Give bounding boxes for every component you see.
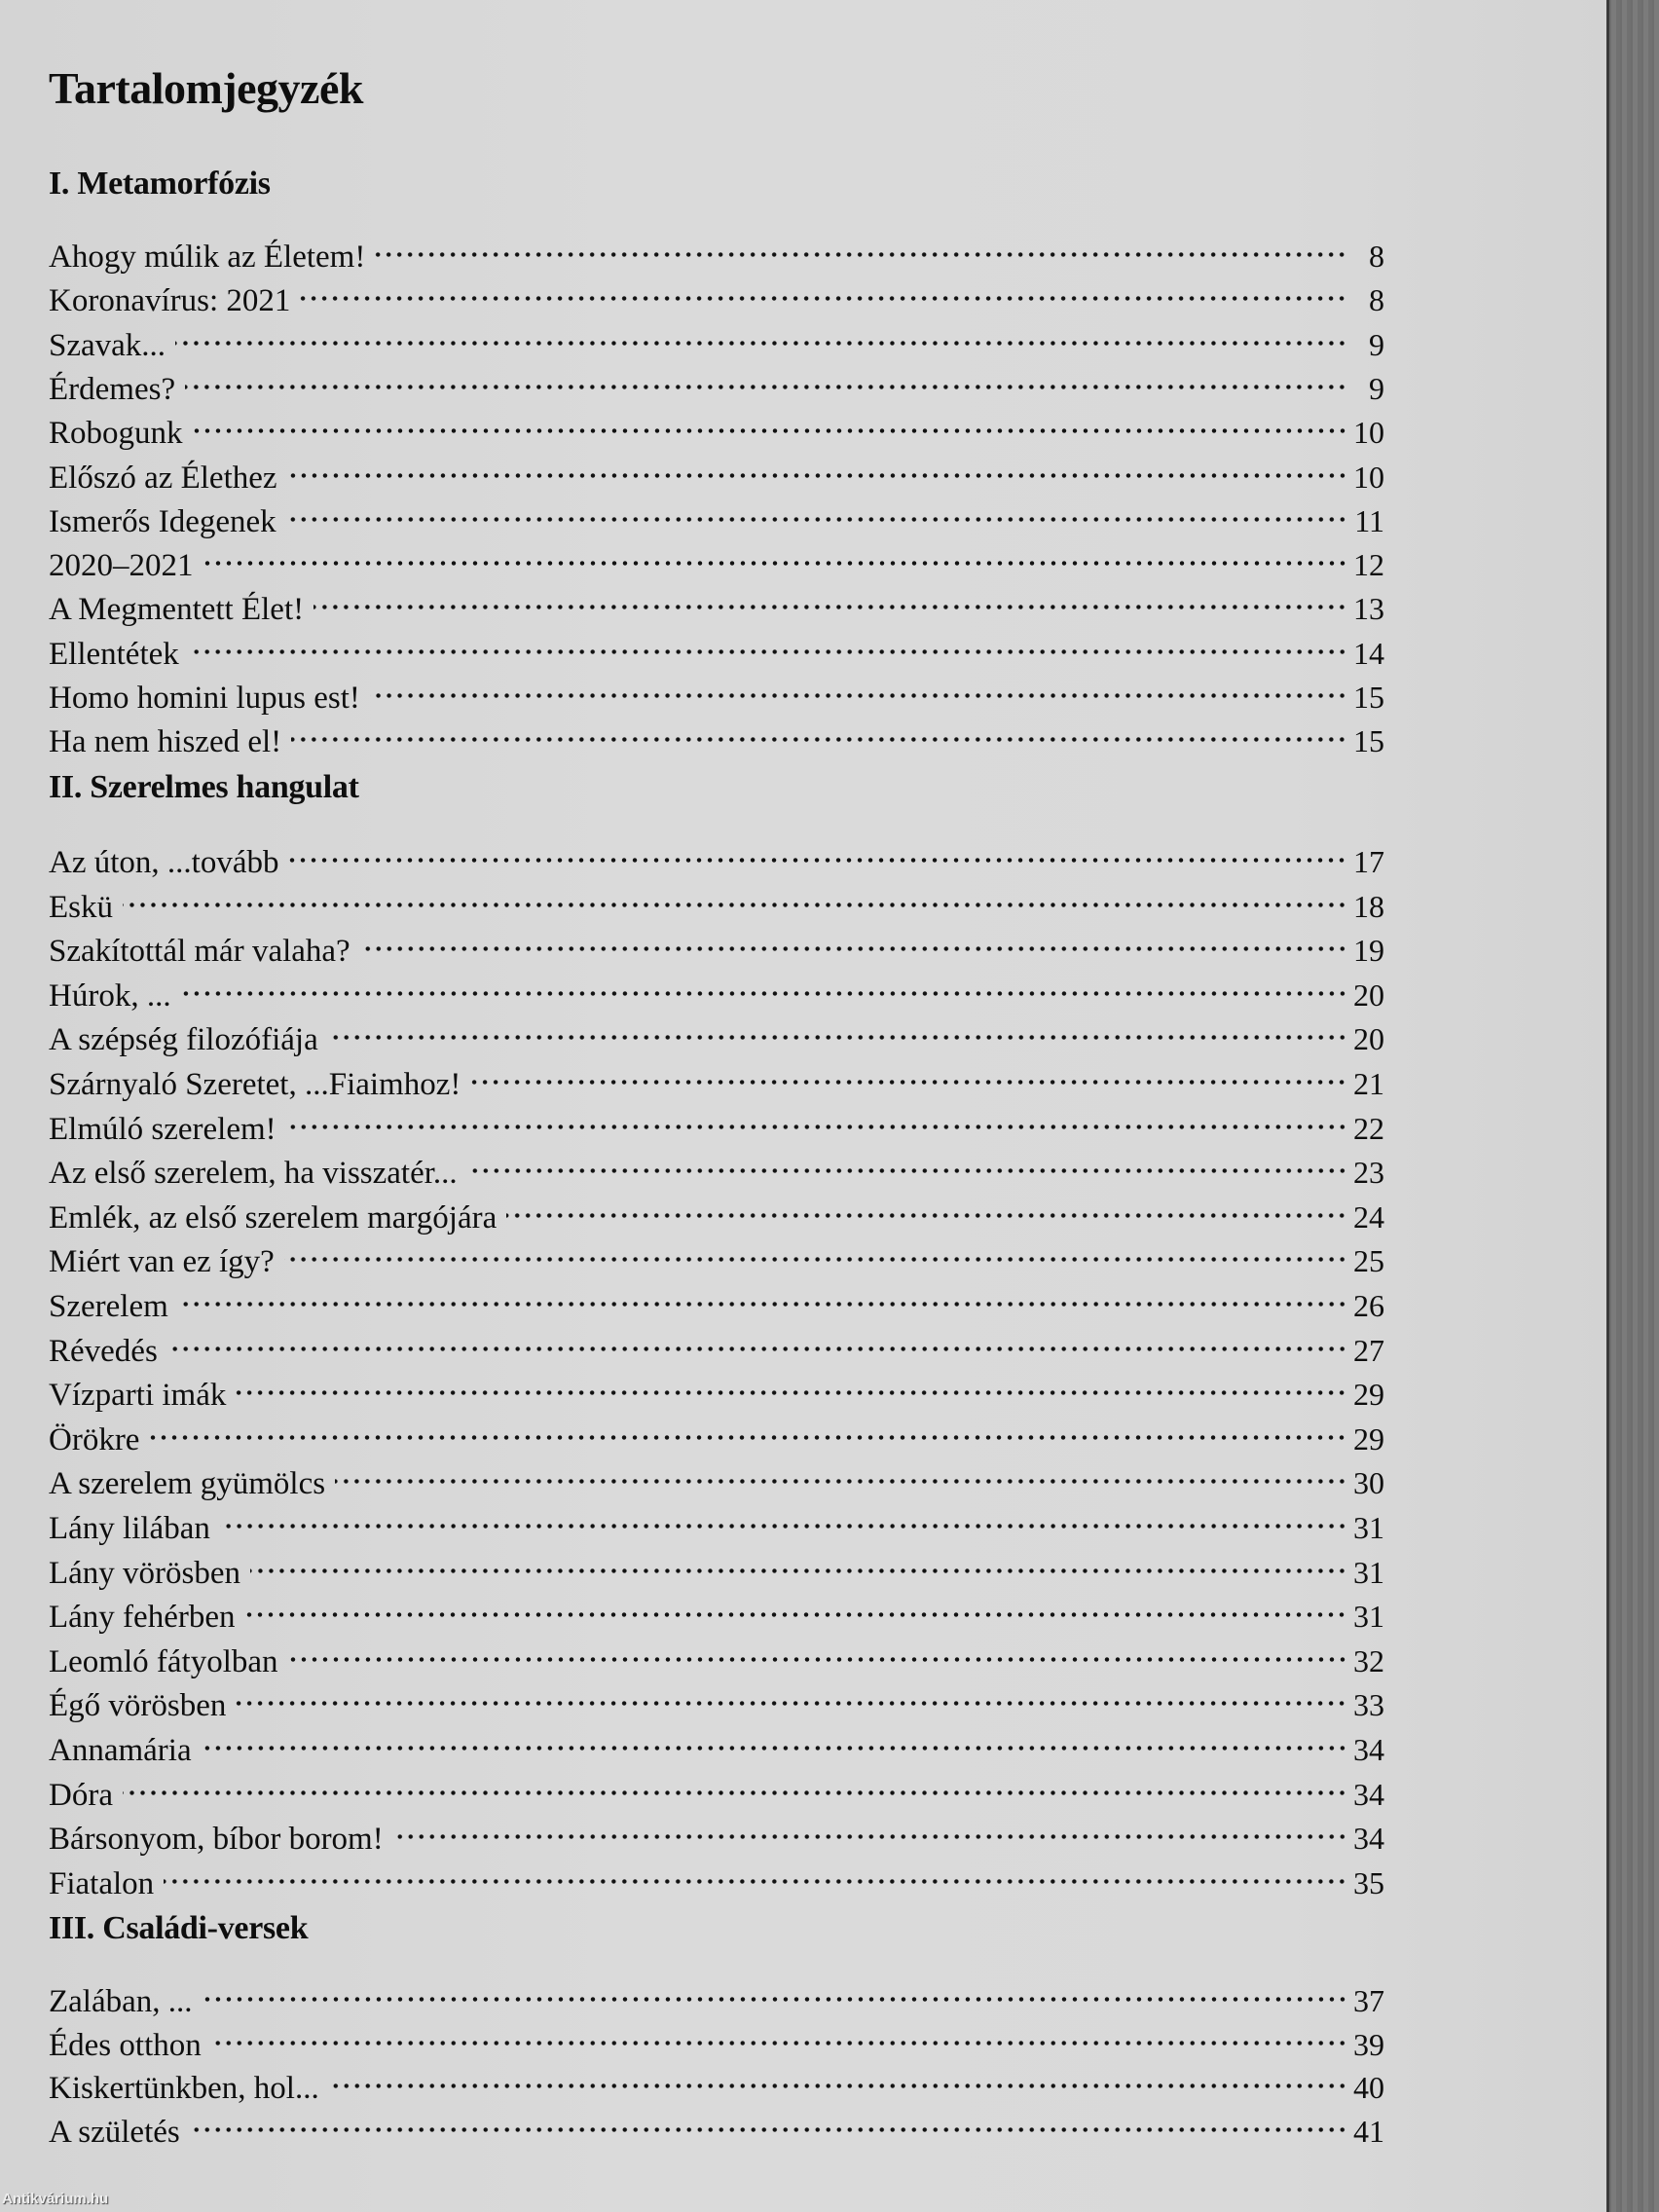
toc-entry-title: Szakítottál már valaha? [49,934,350,970]
toc-entry-page-number: 37 [1353,1983,1384,2018]
toc-entry-title: Eskü [49,889,113,925]
dot-leader [291,709,1347,752]
toc-entry-page-number: 8 [1369,282,1384,318]
toc-entry [49,1007,1384,1058]
toc-entry-title: Koronavírus: 2021 [49,283,291,319]
dot-leader [393,1806,1347,1849]
toc-entry [49,489,1384,539]
toc-entry [49,1051,1384,1102]
toc-entry-page-number: 41 [1353,2113,1384,2149]
toc-entry-title: Dóra [49,1777,113,1813]
toc-entry [49,665,1384,716]
toc-entry [49,709,1384,760]
dot-leader [220,1495,1347,1538]
toc-entry-page-number: 27 [1353,1332,1384,1368]
dot-leader [178,1273,1347,1316]
dot-leader [190,2099,1347,2142]
toc-entry [49,621,1384,672]
dot-leader [286,489,1347,532]
toc-entry [49,1362,1384,1414]
toc-entry-page-number: 14 [1353,635,1384,671]
toc-entry [49,2012,1384,2063]
toc-entry-title: Homo homini lupus est! [49,681,360,716]
toc-entry [49,1140,1384,1192]
toc-entry-title: Égő vörösben [49,1688,227,1724]
dot-leader [189,621,1347,664]
toc-entry-page-number: 10 [1353,415,1384,451]
toc-entry-page-number: 23 [1353,1155,1384,1191]
toc-entry-title: A szépség filozófiája [49,1022,318,1058]
dot-leader [193,400,1347,443]
toc-entry [49,533,1384,584]
toc-entry [49,1717,1384,1768]
toc-entry [49,1273,1384,1324]
toc-entry-page-number: 34 [1353,1732,1384,1767]
toc-entry-title: Húrok, ... [49,977,171,1014]
dot-leader [211,2012,1347,2055]
toc-entry-title: Kiskertünkben, hol... [49,2071,319,2106]
toc-entry-title: 2020–2021 [49,548,194,584]
dot-leader [244,1584,1347,1627]
toc-entry-title: Lány lilában [49,1511,210,1546]
toc-entry-title: Miért van ez így? [49,1244,275,1280]
toc-entry-page-number: 29 [1353,1377,1384,1413]
dot-leader [123,1762,1347,1805]
dot-leader [329,2055,1347,2098]
toc-entry [49,830,1384,880]
toc-entry-page-number: 8 [1369,239,1384,274]
dot-leader [288,1629,1347,1672]
toc-entry-page-number: 18 [1353,888,1384,924]
toc-entry-page-number: 39 [1353,2026,1384,2062]
toc-entry [49,400,1384,452]
dot-leader [123,874,1347,917]
toc-entry [49,1851,1384,1901]
toc-entry-page-number: 35 [1353,1864,1384,1900]
dot-leader [164,1851,1347,1894]
toc-entry-page-number: 24 [1353,1198,1384,1235]
toc-entry-title: Szavak... [49,327,166,363]
toc-entry-page-number: 31 [1353,1554,1384,1590]
toc-entry-page-number: 19 [1353,933,1384,969]
toc-entry [49,1629,1384,1679]
dot-leader [506,1185,1347,1228]
dot-leader [300,268,1347,311]
toc-entry [49,576,1384,628]
toc-entry-page-number: 9 [1369,370,1384,406]
toc-entry [49,224,1384,275]
dot-leader [375,224,1347,267]
toc-entry [49,356,1384,407]
toc-entry-title: A szerelem gyümölcs [49,1466,326,1502]
toc-entry-title: Ellentétek [49,636,179,672]
toc-entry-title: Örökre [49,1421,140,1457]
toc-entry-title: Lány fehérben [49,1600,236,1636]
toc-entry-page-number: 34 [1353,1776,1384,1812]
toc-entry-title: Ahogy múlik az Életem! [49,240,366,275]
toc-entry-title: Ha nem hiszed el! [49,724,282,760]
dot-leader [467,1140,1347,1183]
toc-entry-page-number: 30 [1353,1465,1384,1501]
watermark: Antikvárium.hu [2,2191,109,2207]
toc-entry-title: Leomló fátyolban [49,1643,278,1679]
dot-leader [284,1229,1347,1272]
toc-entry-page-number: 15 [1353,680,1384,715]
dot-leader [250,1540,1347,1583]
toc-entry-page-number: 33 [1353,1687,1384,1723]
toc-entry-title: Előszó az Élethez [49,460,277,496]
toc-entry [49,1185,1384,1235]
toc-entry-page-number: 21 [1353,1066,1384,1101]
toc-entry-title: Az első szerelem, ha visszatér... [49,1156,458,1192]
toc-entry-page-number: 15 [1353,723,1384,759]
section-heading: III. Családi-versek [49,1910,309,1946]
toc-entry-page-number: 17 [1353,844,1384,879]
dot-leader [335,1451,1347,1493]
toc-entry-page-number: 20 [1353,1021,1384,1057]
toc-entry [49,313,1384,363]
toc-entry-page-number: 31 [1353,1599,1384,1635]
dot-leader [287,445,1347,488]
toc-entry [49,1407,1384,1457]
toc-entry-page-number: 29 [1353,1420,1384,1456]
toc-entry-page-number: 10 [1353,459,1384,495]
dot-leader [203,533,1348,575]
toc-entry-title: Emlék, az első szerelem margójára [49,1199,498,1235]
toc-entry-title: Lány vörösben [49,1555,241,1591]
toc-entry-title: Fiatalon [49,1865,155,1901]
toc-entry-page-number: 20 [1353,977,1384,1013]
toc-entry [49,2055,1384,2106]
toc-entry [49,1762,1384,1813]
toc-entry [49,1318,1384,1369]
toc-entry-title: A Megmentett Élet! [49,592,305,628]
dot-leader [286,1096,1347,1139]
dot-leader [175,313,1347,355]
dot-leader [181,963,1347,1006]
toc-entry-title: Érdemes? [49,371,176,407]
toc-entry-page-number: 11 [1354,502,1384,538]
toc-entry-page-number: 9 [1369,326,1384,362]
toc-entry-title: Elmúló szerelem! [49,1111,276,1147]
dot-leader [328,1007,1347,1050]
dot-leader [185,356,1347,399]
toc-entry-title: Zalában, ... [49,1984,193,2019]
toc-entry [49,874,1384,925]
toc-entry [49,1495,1384,1546]
toc-entry-page-number: 13 [1353,591,1384,627]
toc-entry-title: Ismerős Idegenek [49,503,276,539]
toc-entry [49,1451,1384,1502]
section-heading: II. Szerelmes hangulat [49,769,359,805]
toc-entry [49,1673,1384,1724]
dot-leader [149,1407,1347,1450]
toc-entry-title: Bársonyom, bíbor borom! [49,1822,384,1858]
toc-entry-title: Szerelem [49,1289,168,1324]
page-title: Tartalomjegyzék [49,63,363,113]
toc-entry-title: Édes otthon [49,2027,202,2063]
toc-entry [49,963,1384,1014]
toc-entry-page-number: 25 [1353,1243,1384,1279]
toc-entry-page-number: 22 [1353,1110,1384,1146]
section-heading: I. Metamorfózis [49,166,271,202]
toc-entry-title: A születés [49,2114,180,2150]
toc-entry-title: Révedés [49,1333,158,1369]
dot-leader [236,1362,1347,1405]
toc-entry [49,1584,1384,1636]
toc-entry-page-number: 12 [1353,547,1384,583]
toc-entry [49,1540,1384,1591]
toc-entry-page-number: 40 [1353,2070,1384,2105]
toc-entry [49,918,1384,970]
toc-entry-page-number: 26 [1353,1288,1384,1323]
dot-leader [236,1673,1347,1715]
toc-entry-page-number: 34 [1353,1821,1384,1857]
toc-entry-title: Az úton, ...tovább [49,845,279,880]
dot-leader [470,1051,1347,1094]
toc-entry-page-number: 31 [1353,1510,1384,1545]
toc-entry-title: Szárnyaló Szeretet, ...Fiaimhoz! [49,1067,461,1102]
dot-leader [313,576,1347,619]
toc-entry-title: Vízparti imák [49,1378,227,1414]
background-surface [1606,0,1659,2212]
toc-entry-title: Robogunk [49,416,183,452]
toc-entry [49,2099,1384,2150]
toc-entry [49,1969,1384,2019]
toc-entry-title: Annamária [49,1733,192,1768]
toc-entry [49,445,1384,496]
dot-leader [167,1318,1347,1361]
dot-leader [203,1969,1347,2011]
toc-entry-page-number: 32 [1353,1642,1384,1678]
dot-leader [360,918,1347,961]
dot-leader [370,665,1347,708]
toc-entry [49,268,1384,319]
toc-entry [49,1806,1384,1858]
toc-entry [49,1229,1384,1280]
dot-leader [202,1717,1347,1760]
dot-leader [288,830,1347,872]
toc-entry [49,1096,1384,1147]
